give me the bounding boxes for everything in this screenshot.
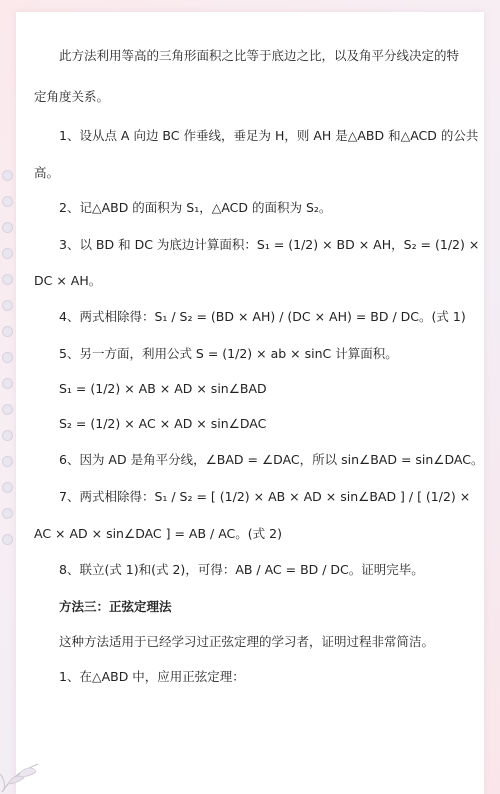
text-line: 6、因为 AD 是角平分线，∠BAD = ∠DAC，所以 sin∠BAD = sin∠DAC。 (34, 452, 484, 467)
text-line: 2、记△ABD 的面积为 S₁，△ACD 的面积为 S₂。 (34, 200, 332, 215)
text-line: 7、两式相除得：S₁ / S₂ = [ (1/2) × AB × AD × sin∠BAD ] / [ (1/2) × (34, 489, 471, 504)
binder-ring (2, 170, 13, 181)
text-line: DC × AH。 (34, 273, 102, 288)
floral-decoration-icon (0, 724, 70, 794)
binder-rings (0, 170, 16, 550)
text-line: 4、两式相除得：S₁ / S₂ = (BD × AH) / (DC × AH) = BD / DC。(式 1) (34, 309, 466, 324)
binder-ring (2, 430, 13, 441)
binder-ring (2, 482, 13, 493)
text-line: 定角度关系。 (34, 89, 110, 104)
text-line: 1、设从点 A 向边 BC 作垂线，垂足为 H，则 AH 是△ABD 和△ACD 的公共 (34, 128, 479, 143)
binder-ring (2, 196, 13, 207)
section-heading: 方法三：正弦定理法 (34, 599, 172, 614)
text-line: 1、在△ABD 中，应用正弦定理： (34, 669, 245, 684)
binder-ring (2, 248, 13, 259)
binder-ring (2, 352, 13, 363)
text-line: 8、联立(式 1)和(式 2)，可得：AB / AC = BD / DC。证明完毕。 (34, 562, 424, 577)
text-line: 此方法利用等高的三角形面积之比等于底边之比，以及角平分线决定的特 (34, 48, 460, 63)
binder-ring (2, 300, 13, 311)
binder-ring (2, 404, 13, 415)
text-line: S₁ = (1/2) × AB × AD × sin∠BAD (34, 381, 267, 396)
binder-ring (2, 222, 13, 233)
binder-ring (2, 508, 13, 519)
text-line: S₂ = (1/2) × AC × AD × sin∠DAC (34, 416, 267, 431)
text-line: AC × AD × sin∠DAC ] = AB / AC。(式 2) (34, 526, 282, 541)
binder-ring (2, 456, 13, 467)
text-line: 高。 (34, 165, 60, 180)
binder-ring (2, 534, 13, 545)
binder-ring (2, 326, 13, 337)
binder-ring (2, 378, 13, 389)
text-line: 3、以 BD 和 DC 为底边计算面积：S₁ = (1/2) × BD × AH，S₂ = (1/2) × (34, 237, 480, 252)
text-line: 5、另一方面，利用公式 S = (1/2) × ab × sinC 计算面积。 (34, 346, 398, 361)
binder-ring (2, 274, 13, 285)
text-line: 这种方法适用于已经学习过正弦定理的学习者，证明过程非常简洁。 (34, 634, 435, 649)
